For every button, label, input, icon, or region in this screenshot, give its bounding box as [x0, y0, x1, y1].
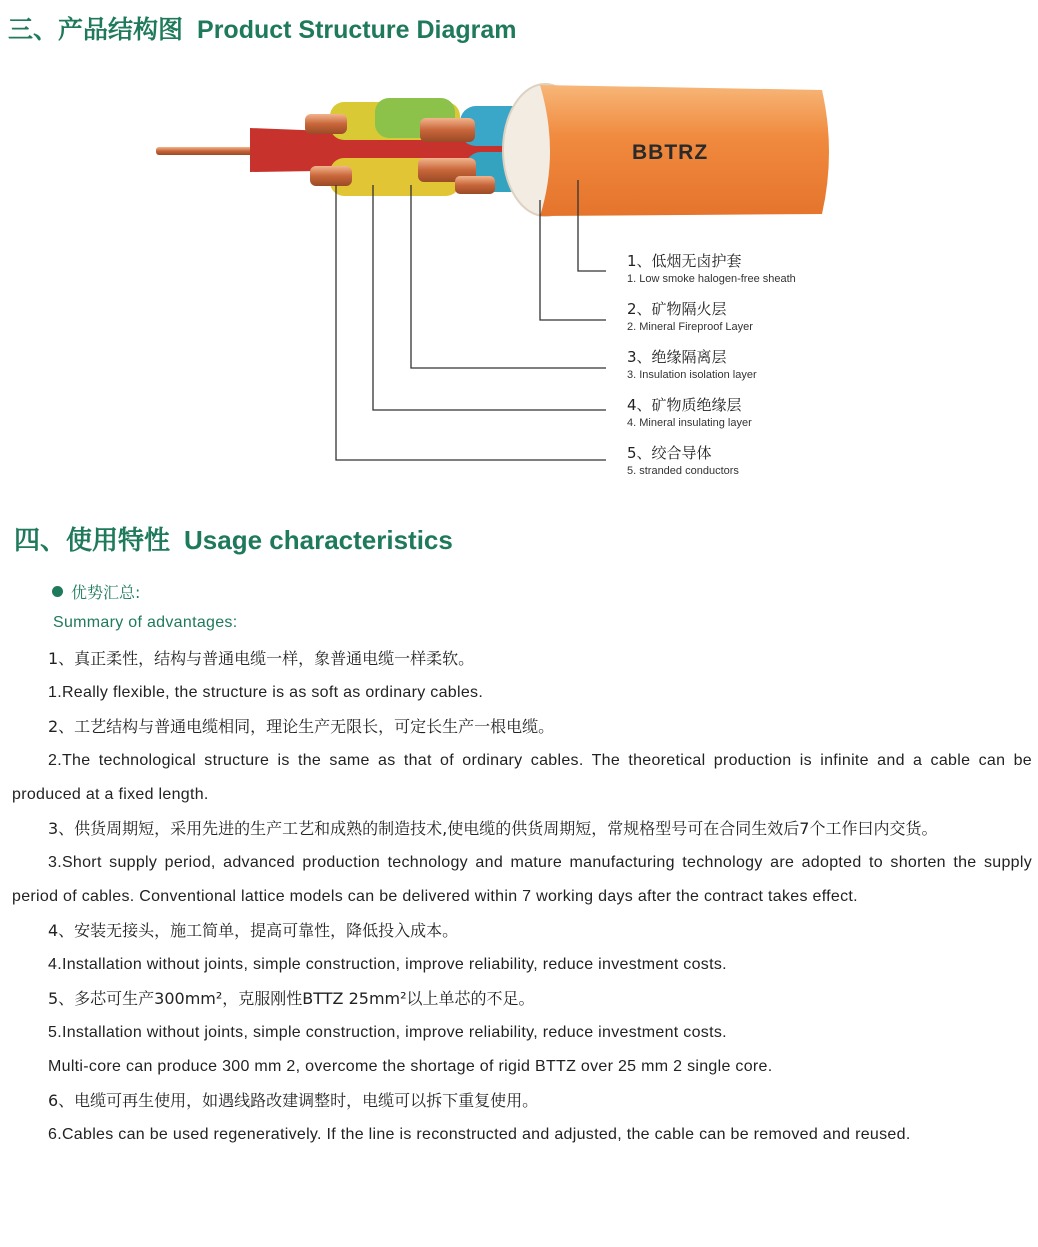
- paragraph: 1、真正柔性，结构与普通电缆一样，象普通电缆一样柔软。: [48, 649, 475, 668]
- legend-en: 1. Low smoke halogen-free sheath: [627, 273, 796, 285]
- paragraph: 1.Really flexible, the structure is as soft as ordinary cables.: [48, 684, 484, 701]
- summary-heading: [52, 580, 140, 603]
- cable-structure-diagram: [0, 60, 1038, 490]
- paragraph: 3、供货周期短，采用先进的生产工艺和成熟的制造技术,使电缆的供货周期短，常规格型号可在合同生效后7个工作曰内交货。: [48, 819, 938, 838]
- section-title-en: Product Structure Diagram: [197, 16, 517, 44]
- paragraph: 6、电缆可再生使用，如遇线路改建调整时，电缆可以拆下重复使用。: [48, 1091, 539, 1110]
- paragraph: 4.Installation without joints, simple construction, improve reliability, reduce investment costs.: [48, 956, 727, 973]
- summary-en: Summary of advantages:: [53, 614, 238, 631]
- legend-zh: 2、矿物隔火层: [627, 300, 727, 318]
- legend-zh: 4、矿物质绝缘层: [627, 396, 742, 414]
- bullet-icon: [52, 586, 63, 597]
- legend-zh: 3、绝缘隔离层: [627, 348, 727, 366]
- paragraph: Multi-core can produce 300 mm 2, overcome the shortage of rigid BTTZ over 25 mm 2 single core.: [48, 1058, 773, 1075]
- advantages-list: [12, 642, 1032, 1152]
- legend-en: 5. stranded conductors: [627, 465, 739, 477]
- legend-en: 4. Mineral insulating layer: [627, 417, 752, 429]
- paragraph: 5、多芯可生产300mm²，克服刚性BTTZ 25mm²以上单芯的不足。: [48, 989, 535, 1008]
- leader-line-5: [336, 185, 606, 460]
- paragraph: 2.The technological structure is the same as that of ordinary cables. The theoretical production is infinite and a cable can be produced at a fixed length.: [12, 752, 1032, 803]
- conductor-end: [455, 176, 495, 194]
- section-title-zh: 四、使用特性: [14, 526, 171, 556]
- legend-zh: 1、低烟无卤护套: [627, 252, 742, 270]
- summary-zh: 优势汇总:: [71, 583, 141, 602]
- legend-item-3: [627, 348, 757, 381]
- legend-en: 3. Insulation isolation layer: [627, 369, 757, 381]
- legend-en: 2. Mineral Fireproof Layer: [627, 321, 753, 333]
- conductor-end: [305, 114, 347, 134]
- legend-item-5: [627, 444, 739, 477]
- section-title-structure: [8, 10, 517, 46]
- conductor-end: [310, 166, 352, 186]
- paragraph: 5.Installation without joints, simple construction, improve reliability, reduce investment costs.: [48, 1024, 727, 1041]
- legend-zh: 5、绞合导体: [627, 444, 712, 462]
- section-title-zh: 三、产品结构图: [8, 15, 184, 44]
- legend-item-1: [627, 252, 796, 285]
- paragraph: 6.Cables can be used regeneratively. If the line is reconstructed and adjusted, the cable can be removed and reused.: [48, 1126, 911, 1143]
- leader-line-4: [373, 185, 606, 410]
- paragraph: 4、安装无接头，施工简单，提高可靠性，降低投入成本。: [48, 921, 459, 940]
- paragraph: 3.Short supply period, advanced production technology and mature manufacturing technology are adopted to shorten the supply period of cables. Conventional lattice models can be delivered within 7 working days after the contract takes effect.: [12, 854, 1032, 905]
- conductor-end: [420, 118, 475, 142]
- section-title-usage: [14, 520, 453, 557]
- legend-item-2: [627, 300, 753, 333]
- section-title-en: Usage characteristics: [184, 525, 453, 555]
- cable-label: BBTRZ: [632, 141, 709, 164]
- leader-line-2: [540, 200, 606, 320]
- paragraph: 2、工艺结构与普通电缆相同，理论生产无限长，可定长生产一根电缆。: [48, 717, 555, 736]
- legend-item-4: [627, 396, 752, 429]
